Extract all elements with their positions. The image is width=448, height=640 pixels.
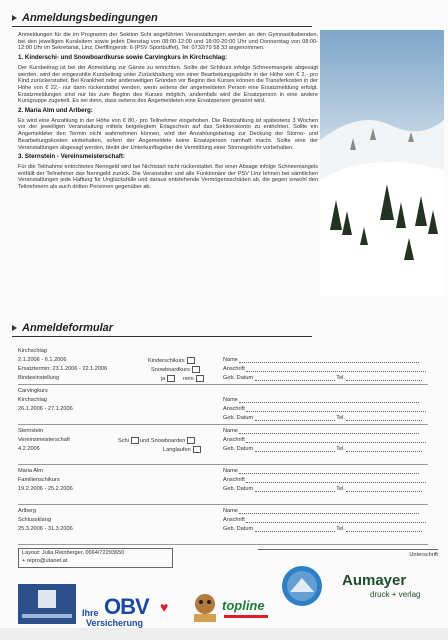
address-field[interactable] bbox=[223, 406, 426, 412]
option-label: und Snowboarden bbox=[140, 437, 186, 444]
birthdate-phone-field[interactable] bbox=[223, 526, 422, 532]
form-block-maria-alm bbox=[18, 468, 428, 505]
block-event: Familienschikurs bbox=[18, 477, 60, 483]
option-kinderschikurs[interactable] bbox=[148, 357, 195, 364]
birthdate-phone-field[interactable] bbox=[223, 375, 422, 381]
birthdate-phone-field[interactable] bbox=[223, 446, 422, 452]
option-label: Langlaufen bbox=[163, 446, 191, 453]
option-ja[interactable] bbox=[161, 375, 175, 382]
block-title: Kirchschlag bbox=[18, 348, 47, 354]
sponsor-bank-logo bbox=[18, 584, 76, 624]
arrow-icon bbox=[12, 325, 17, 331]
field-label: Anschrift bbox=[223, 437, 245, 443]
arrow-icon bbox=[12, 15, 17, 21]
option-nein[interactable] bbox=[183, 375, 204, 382]
option-label: nein bbox=[183, 375, 194, 382]
option-schi[interactable] bbox=[118, 437, 139, 444]
address-field[interactable] bbox=[223, 437, 426, 443]
form-heading bbox=[12, 322, 312, 337]
block-title: Arlberg bbox=[18, 508, 37, 514]
name-field[interactable] bbox=[223, 508, 419, 514]
obv-sub-text: Versicherung bbox=[86, 618, 144, 628]
address-field[interactable] bbox=[223, 477, 426, 483]
mascot-logo bbox=[188, 590, 222, 624]
name-field[interactable] bbox=[223, 428, 419, 434]
option-langlaufen[interactable] bbox=[163, 446, 201, 453]
block-date: 25.3.2006 - 31.3.2006 bbox=[18, 526, 73, 532]
option-label: Schi bbox=[118, 437, 129, 444]
block-title: Sternstein bbox=[18, 428, 44, 434]
form-block-kirchschlag bbox=[18, 348, 428, 385]
layout-credit-line-1: Layout: Julia Reinberger, 0664/72293650 bbox=[22, 550, 125, 556]
checkbox[interactable] bbox=[187, 437, 195, 444]
field-label: Anschrift bbox=[223, 406, 245, 412]
field-label: Tel. bbox=[336, 486, 345, 492]
block-date: 26.1.2006 - 27.1.2006 bbox=[18, 406, 73, 412]
block-binding: Bindeeinstellung bbox=[18, 375, 60, 381]
aumayer-text: Aumayer bbox=[342, 572, 407, 589]
option-label: Kinderschikurs bbox=[148, 357, 185, 364]
field-label: Anschrift bbox=[223, 517, 245, 523]
checkbox[interactable] bbox=[187, 357, 195, 364]
topline-logo bbox=[222, 592, 272, 626]
field-label: Tel. bbox=[336, 446, 345, 452]
topline-text: topline bbox=[222, 598, 265, 613]
registration-form bbox=[18, 348, 428, 548]
block-event: Vereinsmeisterschaft bbox=[18, 437, 70, 443]
field-label: Name bbox=[223, 357, 238, 363]
form-block-carvingkurs bbox=[18, 388, 428, 425]
option-snowboardkurs[interactable] bbox=[151, 366, 200, 373]
block-location: Kirchschlag bbox=[18, 397, 47, 403]
conditions-paragraph-1: Der Kursbeitrag ist bei der Anmeldung zur Gänze zu entrichten. Sollte der Schikurs infolge Schneemangels abgesagt werden, wird der eingezahlte Kursbeitrag unter Zurückhaltung von einer Bearbeitungsgebühr in der Höhe von € 2,- pro Kind zurückerstattet. Bei Krankheit oder anderweitigen Gründen vor Beginn des Kurses können die Transferkosten in der Höhe von € 22,- nur dann rückerstattet werden, wenn seitens der angemeldeten Person eine Ersatzmeldung erfolgt. Ersatzmeldungen sind nur bis zum Beginn des Kurses möglich, andernfalls wird die Ersatzperson in eine andere Kursgruppe zugeteilt. Es sei denn, dass seitens des Angemeldeten eine Ersatzperson genannt wird. bbox=[18, 64, 318, 105]
option-label: ja bbox=[161, 375, 166, 382]
signature-line[interactable] bbox=[258, 549, 438, 558]
field-label: Name bbox=[223, 397, 238, 403]
name-field[interactable] bbox=[223, 397, 419, 403]
conditions-heading-text: Anmeldungsbedingungen bbox=[22, 12, 158, 24]
field-label: Tel. bbox=[336, 375, 345, 381]
checkbox[interactable] bbox=[167, 375, 175, 382]
conditions-heading-1: 1. Kinderschi- und Snowboardkurse sowie Carvingkurs in Kirchschlag: bbox=[18, 54, 228, 62]
field-label: Tel. bbox=[336, 415, 345, 421]
layout-credit-box bbox=[18, 548, 173, 568]
checkbox[interactable] bbox=[131, 437, 139, 444]
obv-prefix-text: Ihre bbox=[82, 608, 99, 618]
field-label: Anschrift bbox=[223, 366, 245, 372]
heart-icon: ♥ bbox=[160, 599, 169, 615]
field-label: Geb. Datum bbox=[223, 415, 254, 421]
conditions-intro: Anmeldungen für die im Programm der Sektion Schi angeführten Veranstaltungen werden an den Gymnastikabenden, bei den jeweiligen Kursleitern sowie jeden Dienstag von 08:00-12:00 und 18:00-20:00 Uhr und Donnerstag von 08:00-12:00 Uhr im Sekretariat, Linz, Derfflingerstr. 6 (PSV Sportbuffet), Tel: 0732/79 58 33 angenommen. bbox=[18, 32, 318, 52]
signature-label: Unterschrift bbox=[409, 552, 438, 558]
field-label: Tel. bbox=[336, 526, 345, 532]
conditions-text bbox=[18, 32, 318, 194]
address-field[interactable] bbox=[223, 517, 426, 523]
block-title: Maria Alm bbox=[18, 468, 43, 474]
conditions-paragraph-2: Es wird eine Anzahlung in der Höhe von € 80,- pro Teilnehmer eingehoben. Die Restzahlung ist spätestens 3 Wochen vor der jeweiligen Veranstaltung mittels beigelegtem Erlagschein auf das Sektionskonto zu entrichten. Sollte ein Angemeldeter den Termin nicht wahrnehmen können, wird der Anzahlungsbetrag zur Deckung der Storno- und Bearbeitungskosten einbehalten, sofern der Angemeldete keine Ersatzperson namhaft macht. Sollte eine der Veranstaltungen abgesagt werden, bleibt der Unterkunftsgeber die Vermittlung einer Stornogebühr vorbehalten. bbox=[18, 117, 318, 151]
name-field[interactable] bbox=[223, 357, 419, 363]
conditions-heading bbox=[12, 12, 312, 27]
field-label: Geb. Datum bbox=[223, 486, 254, 492]
field-label: Geb. Datum bbox=[223, 375, 254, 381]
conditions-heading-3: 3. Sternstein - Vereinsmeisterschaft: bbox=[18, 153, 125, 161]
field-label: Anschrift bbox=[223, 477, 245, 483]
field-label: Name bbox=[223, 428, 238, 434]
round-badge-logo bbox=[282, 566, 322, 606]
field-label: Name bbox=[223, 508, 238, 514]
obv-versicherung-logo bbox=[82, 596, 182, 630]
birthdate-phone-field[interactable] bbox=[223, 415, 422, 421]
birthdate-phone-field[interactable] bbox=[223, 486, 422, 492]
form-block-sternstein bbox=[18, 428, 428, 465]
obv-name-text: OBV bbox=[104, 594, 149, 619]
block-alt-date: Ersatztermin: 23.1.2006 - 22.1.2006 bbox=[18, 366, 108, 372]
aumayer-logo bbox=[336, 568, 440, 608]
footer-bar bbox=[0, 628, 448, 640]
winter-landscape-photo bbox=[320, 30, 444, 296]
layout-credit-line-2: + repro@utanet.at bbox=[22, 558, 68, 564]
option-snowboarden[interactable] bbox=[140, 437, 195, 444]
form-block-arlberg bbox=[18, 508, 428, 545]
block-title: Carvingkurs bbox=[18, 388, 48, 394]
option-label: Snowboardkurs bbox=[151, 366, 190, 373]
block-date: 2.1.2006 - 6.1.2006 bbox=[18, 357, 67, 363]
checkbox[interactable] bbox=[196, 375, 204, 382]
checkbox[interactable] bbox=[192, 366, 200, 373]
conditions-paragraph-3: Für die Teilnahme entrichtetes Nenngeld wird bei Nichtstart nicht rückerstattet. Bei einer Absage infolge Schneemangels entfällt der Teilnehmer das Nenngeld zurück. Die Veranstalter und alle Funktionäre der PSV Linz lehnen bei sämtlichen Veranstaltungen jede Haftung für Unglücksfälle und daraus entstehende Vermögensschäden ab, die gegen sowohl den Teilnehmern als auch dritten Personen gegenüber ab. bbox=[18, 163, 318, 191]
field-label: Name bbox=[223, 468, 238, 474]
field-label: Geb. Datum bbox=[223, 526, 254, 532]
form-heading-text: Anmeldeformular bbox=[22, 322, 114, 334]
aumayer-sub-text: druck + verlag bbox=[370, 590, 421, 599]
name-field[interactable] bbox=[223, 468, 419, 474]
conditions-heading-2: 2. Maria Alm und Arlberg: bbox=[18, 107, 93, 115]
block-date: 19.2.2006 - 25.2.2006 bbox=[18, 486, 73, 492]
field-label: Geb. Datum bbox=[223, 446, 254, 452]
address-field[interactable] bbox=[223, 366, 426, 372]
checkbox[interactable] bbox=[193, 446, 201, 453]
block-event: Schlussklang bbox=[18, 517, 51, 523]
block-date: 4.2.2006 bbox=[18, 446, 40, 452]
